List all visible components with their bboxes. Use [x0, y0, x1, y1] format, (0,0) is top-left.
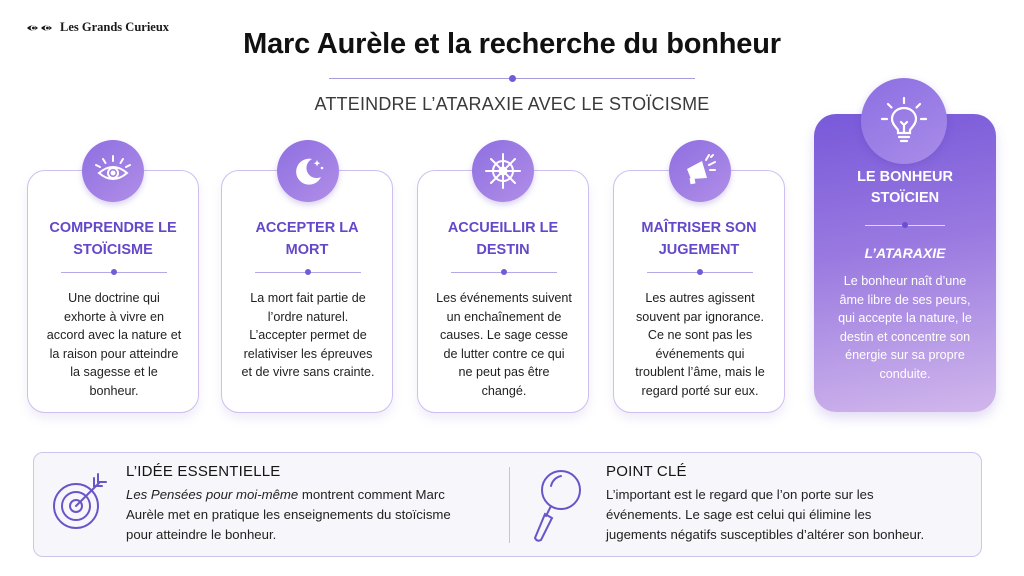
megaphone-icon — [669, 140, 731, 202]
card-text: Une doctrine qui exhorte à vivre en accord avec la nature et la raison pour atteindre la sagesse et le bonheur. — [46, 291, 182, 398]
brand-name: Les Grands Curieux — [60, 20, 170, 34]
hero-divider-dot — [902, 222, 908, 228]
card-accueillir — [417, 170, 589, 413]
card-divider-dot — [305, 269, 311, 275]
card-divider-dot — [111, 269, 117, 275]
card-title: ACCEPTER LA MORT — [255, 220, 359, 258]
card-divider-dot — [501, 269, 507, 275]
hero-title: LE BONHEUR STOÏCIEN — [857, 169, 953, 206]
card-accepter — [221, 170, 393, 413]
key-point-title: POINT CLÉ — [606, 463, 687, 480]
page-title: Marc Aurèle et la recherche du bonheur — [243, 28, 781, 60]
eye-icon — [82, 140, 144, 202]
magnifier-icon — [533, 466, 589, 551]
card-text: Les événements suivent un enchaînement de causes. Le sage cesse de lutter contre ce qui ne peut pas être changé. — [436, 291, 572, 398]
page-subtitle: ATTEINDRE L’ATARAXIE AVEC LE STOÏCISME — [314, 94, 710, 114]
key-point-text: L’important est le regard que l’on porte sur les événements. Le sage est celui qui élimine les jugements négatifs susceptibles d’altérer son bonheur. — [606, 487, 925, 542]
card-title: ACCUEILLIR LE DESTIN — [447, 220, 559, 258]
essential-idea-title: L’IDÉE ESSENTIELLE — [126, 463, 281, 480]
card-text: Les autres agissent souvent par ignorance. Ce ne sont pas les événements qui troublent l’âme, mais le regard porté sur eux. — [635, 291, 765, 398]
card-comprendre — [27, 170, 199, 413]
ship-wheel-icon — [472, 140, 534, 202]
target-arrow-icon — [48, 470, 112, 539]
hero-subtitle: L’ATARAXIE — [864, 245, 946, 261]
card-title: MAÎTRISER SON JUGEMENT — [641, 220, 757, 258]
lightbulb-icon — [861, 78, 947, 164]
essential-idea-text: Les Pensées pour moi-même montrent comment Marc Aurèle met en pratique les enseignements du stoïcisme pour atteindre le bonheur. — [126, 487, 451, 542]
card-title: COMPRENDRE LE STOÏCISME — [49, 220, 177, 258]
bottom-divider — [509, 467, 510, 543]
hero-text: Le bonheur naît d’une âme libre de ses peurs, qui accepte la nature, le destin et concentre son énergie sur sa propre conduite. — [838, 274, 972, 381]
card-divider-dot — [697, 269, 703, 275]
card-text: La mort fait partie de l’ordre naturel. L’accepter permet de relativiser les épreuves et de vivre sans crainte. — [241, 291, 375, 379]
card-maitriser — [613, 170, 785, 413]
moon-icon — [277, 140, 339, 202]
title-divider-dot — [509, 75, 516, 82]
